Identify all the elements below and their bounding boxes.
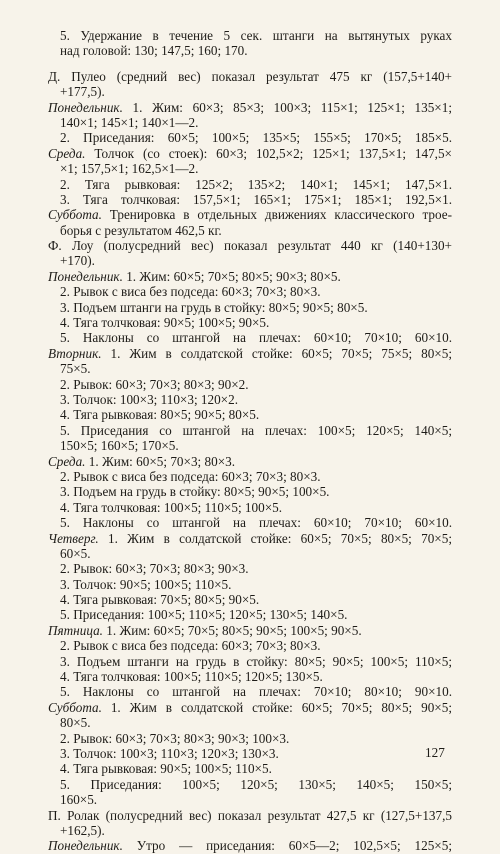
weekday-label: Суббота. [48, 699, 102, 715]
weekday-label: Четверг. [48, 530, 99, 546]
line-text: над головой: 130; 147,5; 160; 170. [60, 43, 248, 59]
text-line [48, 269, 452, 284]
line-text: 3. Толчок: 90×5; 100×5; 110×5. [60, 576, 232, 592]
line-text: 60×5. [60, 545, 91, 561]
text-line [60, 746, 452, 761]
line-text: 3. Подъем штанги на грудь в стойку: 80×5; 90×5; 80×5. [60, 299, 368, 315]
line-text: 5. Наклоны со штангой на плечах: 60×10; 70×10; 60×10. [60, 515, 452, 531]
text-line [60, 823, 452, 838]
line-text: П. Ролак (полусредний вес) показал результат 427,5 кг (127,5+137,5 [48, 807, 452, 823]
line-text: 1. Жим: 60×3; 85×3; 100×3; 115×1; 125×1; 135×1; [122, 99, 452, 115]
text-line [60, 377, 452, 392]
line-text: Утро — приседания: 60×5—2; 102,5×5; 125×5; [122, 838, 452, 854]
text-line [48, 146, 452, 161]
text-line [60, 284, 452, 299]
weekday-label: Пятница. [48, 622, 103, 638]
line-text: 4. Тяга толчковая: 100×5; 110×5; 120×5; 130×5. [60, 669, 323, 685]
weekday-label: Среда. [48, 145, 86, 161]
page-text [0, 28, 500, 854]
text-line [60, 177, 452, 192]
weekday-label: Понедельник. [48, 268, 123, 284]
line-text: борья с результатом 462,5 кг. [60, 222, 222, 238]
line-text: 2. Рывок: 60×3; 70×3; 80×3; 90×3. [60, 561, 249, 577]
line-text: 5. Приседания со штангой на плечах: 100×5; 120×5; 140×5; [60, 422, 452, 438]
line-text: Ф. Лоу (полусредний вес) показал результат 440 кг (140+130+ [48, 238, 452, 254]
text-line [60, 484, 452, 499]
line-text: Толчок (со стоек): 60×3; 102,5×2; 125×1; 137,5×1; 147,5× [85, 145, 452, 161]
line-text: 5. Наклоны со штангой на плечах: 70×10; 80×10; 90×10. [60, 684, 452, 700]
line-text: 5. Наклоны со штангой на плечах: 60×10; 70×10; 60×10. [60, 330, 452, 346]
line-text: 4. Тяга рывковая: 80×5; 90×5; 80×5. [60, 407, 260, 423]
text-line [48, 100, 452, 115]
line-text: 1. Жим: 60×5; 70×3; 80×3. [85, 453, 236, 469]
text-line [60, 638, 452, 653]
text-line [60, 438, 452, 453]
text-line [60, 315, 452, 330]
line-text: 3. Толчок: 100×3; 110×3; 120×2. [60, 391, 239, 407]
weekday-label: Понедельник. [48, 838, 123, 854]
line-text: 5. Удержание в течение 5 сек. штанги на вытянутых руках [60, 28, 452, 43]
text-line [60, 392, 452, 407]
line-text: 160×5. [60, 792, 98, 808]
text-line [48, 454, 452, 469]
line-text: 5. Приседания: 100×5; 110×5; 120×5; 130×5; 140×5. [60, 607, 348, 623]
text-line [48, 346, 452, 361]
line-text: 140×1; 145×1; 140×1—2. [60, 114, 199, 130]
line-text: +177,5). [60, 84, 105, 100]
line-text: +170). [60, 253, 95, 269]
line-text: Тренировка в отдельных движениях классического трое- [101, 207, 452, 223]
text-line [60, 130, 452, 145]
text-line [60, 731, 452, 746]
text-line [60, 792, 452, 807]
line-text: 2. Рывок: 60×3; 70×3; 80×3; 90×2. [60, 376, 249, 392]
line-text: 3. Подъем штанги на грудь в стойку: 80×5; 90×5; 100×5; 110×5; [60, 653, 452, 669]
line-text: 1. Жим в солдатской стойке: 60×5; 70×5; 80×5; 70×5; [98, 530, 452, 546]
line-text: 5. Приседания: 100×5; 120×5; 130×5; 140×5; 150×5; [60, 776, 452, 792]
paragraph-gap [0, 59, 500, 69]
text-line [48, 531, 452, 546]
weekday-label: Суббота. [48, 207, 102, 223]
line-text: 3. Тяга толчковая: 157,5×1; 165×1; 175×1; 185×1; 192,5×1. [60, 191, 452, 207]
line-text: 2. Рывок: 60×3; 70×3; 80×3; 90×3; 100×3. [60, 730, 290, 746]
line-text: 75×5. [60, 361, 91, 377]
text-line [60, 761, 452, 776]
text-line [60, 407, 452, 422]
text-line [60, 300, 452, 315]
line-text: 4. Тяга толчковая: 90×5; 100×5; 90×5. [60, 315, 270, 331]
line-text: 150×5; 160×5; 170×5. [60, 438, 179, 454]
line-text: 1. Жим в солдатской стойке: 60×5; 70×5; 75×5; 80×5; [101, 345, 452, 361]
text-line [60, 777, 452, 792]
text-line [48, 238, 452, 253]
line-text: 3. Толчок: 100×3; 110×3; 120×3; 130×3. [60, 745, 279, 761]
text-line [60, 715, 452, 730]
line-text: 4. Тяга рывковая: 70×5; 80×5; 90×5. [60, 592, 260, 608]
text-line [60, 577, 452, 592]
text-line [48, 700, 452, 715]
line-text: 2. Рывок с виса без подседа: 60×3; 70×3; 80×3. [60, 468, 321, 484]
weekday-label: Понедельник. [48, 99, 123, 115]
text-line [60, 607, 452, 622]
line-text: 80×5. [60, 715, 91, 731]
line-text: 2. Рывок с виса без подседа: 60×3; 70×3; 80×3. [60, 638, 321, 654]
line-text: 1. Жим: 60×5; 70×5; 80×5; 90×5; 100×5; 90×5. [102, 622, 362, 638]
line-text: 2. Рывок с виса без подседа: 60×3; 70×3; 80×3. [60, 284, 321, 300]
text-line [60, 654, 452, 669]
text-line [48, 838, 452, 853]
text-line [60, 330, 452, 345]
text-line [60, 684, 452, 699]
text-line [48, 808, 452, 823]
text-line [60, 161, 452, 176]
weekday-label: Вторник. [48, 345, 102, 361]
line-text: ×1; 157,5×1; 162,5×1—2. [60, 161, 199, 177]
text-line [60, 115, 452, 130]
text-line [60, 592, 452, 607]
text-line [60, 84, 452, 99]
text-line [60, 469, 452, 484]
line-text: 4. Тяга толчковая: 100×5; 110×5; 100×5. [60, 499, 283, 515]
text-line [60, 253, 452, 268]
text-line [48, 69, 452, 84]
line-text: 1. Жим в солдатской стойке: 60×5; 70×5; 80×5; 90×5; [101, 699, 452, 715]
text-line [60, 546, 452, 561]
line-text: 2. Приседания: 60×5; 100×5; 135×5; 155×5; 170×5; 185×5. [60, 130, 452, 146]
text-line [48, 207, 452, 222]
line-text: +162,5). [60, 822, 105, 838]
text-line [60, 28, 452, 43]
text-line [60, 43, 452, 58]
line-text: 1. Жим: 60×5; 70×5; 80×5; 90×3; 80×5. [122, 268, 341, 284]
text-line [60, 500, 452, 515]
line-text: 3. Подъем на грудь в стойку: 80×5; 90×5; 100×5. [60, 484, 330, 500]
page-number: 127 [425, 745, 445, 760]
line-text: 4. Тяга рывковая: 90×5; 100×5; 110×5. [60, 761, 272, 777]
text-line [60, 669, 452, 684]
text-line [60, 223, 452, 238]
text-line [60, 561, 452, 576]
text-line [60, 361, 452, 376]
text-line [60, 192, 452, 207]
text-line [60, 423, 452, 438]
weekday-label: Среда. [48, 453, 86, 469]
line-text: 2. Тяга рывковая: 125×2; 135×2; 140×1; 145×1; 147,5×1. [60, 176, 452, 192]
text-line [48, 623, 452, 638]
text-line [60, 515, 452, 530]
line-text: Д. Пулео (средний вес) показал результат 475 кг (157,5+140+ [48, 68, 452, 84]
